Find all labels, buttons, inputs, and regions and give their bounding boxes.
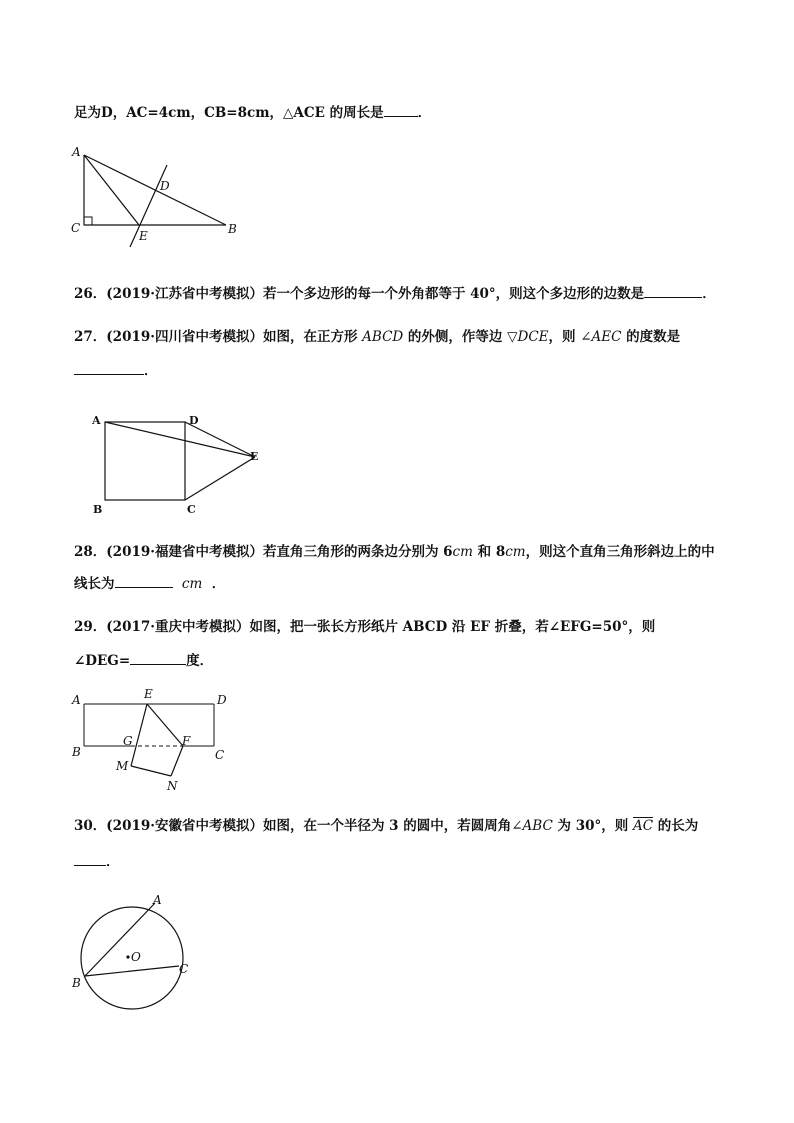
figure-folded-rectangle [70, 686, 240, 796]
label-e: E [139, 229, 148, 243]
label-a: A [92, 414, 101, 427]
label-a: A [153, 893, 162, 907]
label-c: C [71, 221, 81, 235]
arc-ac: $\overline{AC}$ [632, 818, 654, 834]
label-d: D [160, 179, 170, 193]
label-d: D [217, 693, 227, 707]
figure-triangle-ace [70, 145, 240, 255]
label-m: M [116, 759, 129, 773]
label-f: F [182, 734, 191, 748]
answer-blank [74, 360, 144, 375]
label-b: B [72, 745, 81, 759]
label-b: B [72, 976, 81, 990]
label-g: G [123, 734, 133, 748]
question-26-text: 26．(2019·江苏省中考模拟）若一个多边形的每一个外角都等于 40°，则这个多边形的边数是 ． [74, 283, 716, 304]
label-b: B [228, 222, 237, 236]
label-e: E [144, 687, 153, 701]
label-c: C [179, 962, 189, 976]
label-o: O [131, 950, 141, 964]
label-e: E [250, 450, 259, 463]
figure-circle [70, 888, 210, 1008]
question-25-text: 足为D，AC=4cm，CB=8cm，△ACE 的周长是 ． [74, 102, 431, 123]
label-b: B [93, 503, 103, 516]
label-c: C [215, 748, 225, 762]
question-30-text: 30．(2019·安徽省中考模拟）如图，在一个半径为 3 的圆中，若圆周角∠ABC 为 30°，则 $\overline{AC}$ 的长为 [74, 818, 699, 834]
question-29-line-2: ∠DEG= 度． [74, 650, 213, 671]
question-30-answer-line: ． [74, 851, 120, 872]
label-c: C [187, 503, 196, 516]
answer-blank [115, 573, 173, 588]
question-28-text: 28．(2019·福建省中考模拟）若直角三角形的两条边分别为 6cm 和 8cm，则这个直角三角形斜边上的中 [74, 544, 715, 560]
question-27-answer-line: ． [74, 360, 158, 381]
answer-blank [384, 102, 418, 117]
label-a: A [72, 145, 81, 159]
question-27-text: 27．(2019·四川省中考模拟）如图，在正方形 ABCD 的外侧，作等边 ▽DCE，则 ∠AEC 的度数是 [74, 329, 681, 345]
question-28-line-2: 线长为 cm ． [74, 573, 225, 594]
answer-blank [130, 650, 186, 665]
answer-blank [74, 851, 106, 866]
question-29-text: 29．(2017·重庆中考模拟）如图，把一张长方形纸片 ABCD 沿 EF 折叠，若∠EFG=50°，则 [74, 619, 656, 635]
label-n: N [167, 779, 178, 793]
label-a: A [72, 693, 81, 707]
label-d: D [189, 414, 199, 427]
figure-square-triangle [88, 412, 273, 522]
answer-blank [644, 283, 702, 298]
